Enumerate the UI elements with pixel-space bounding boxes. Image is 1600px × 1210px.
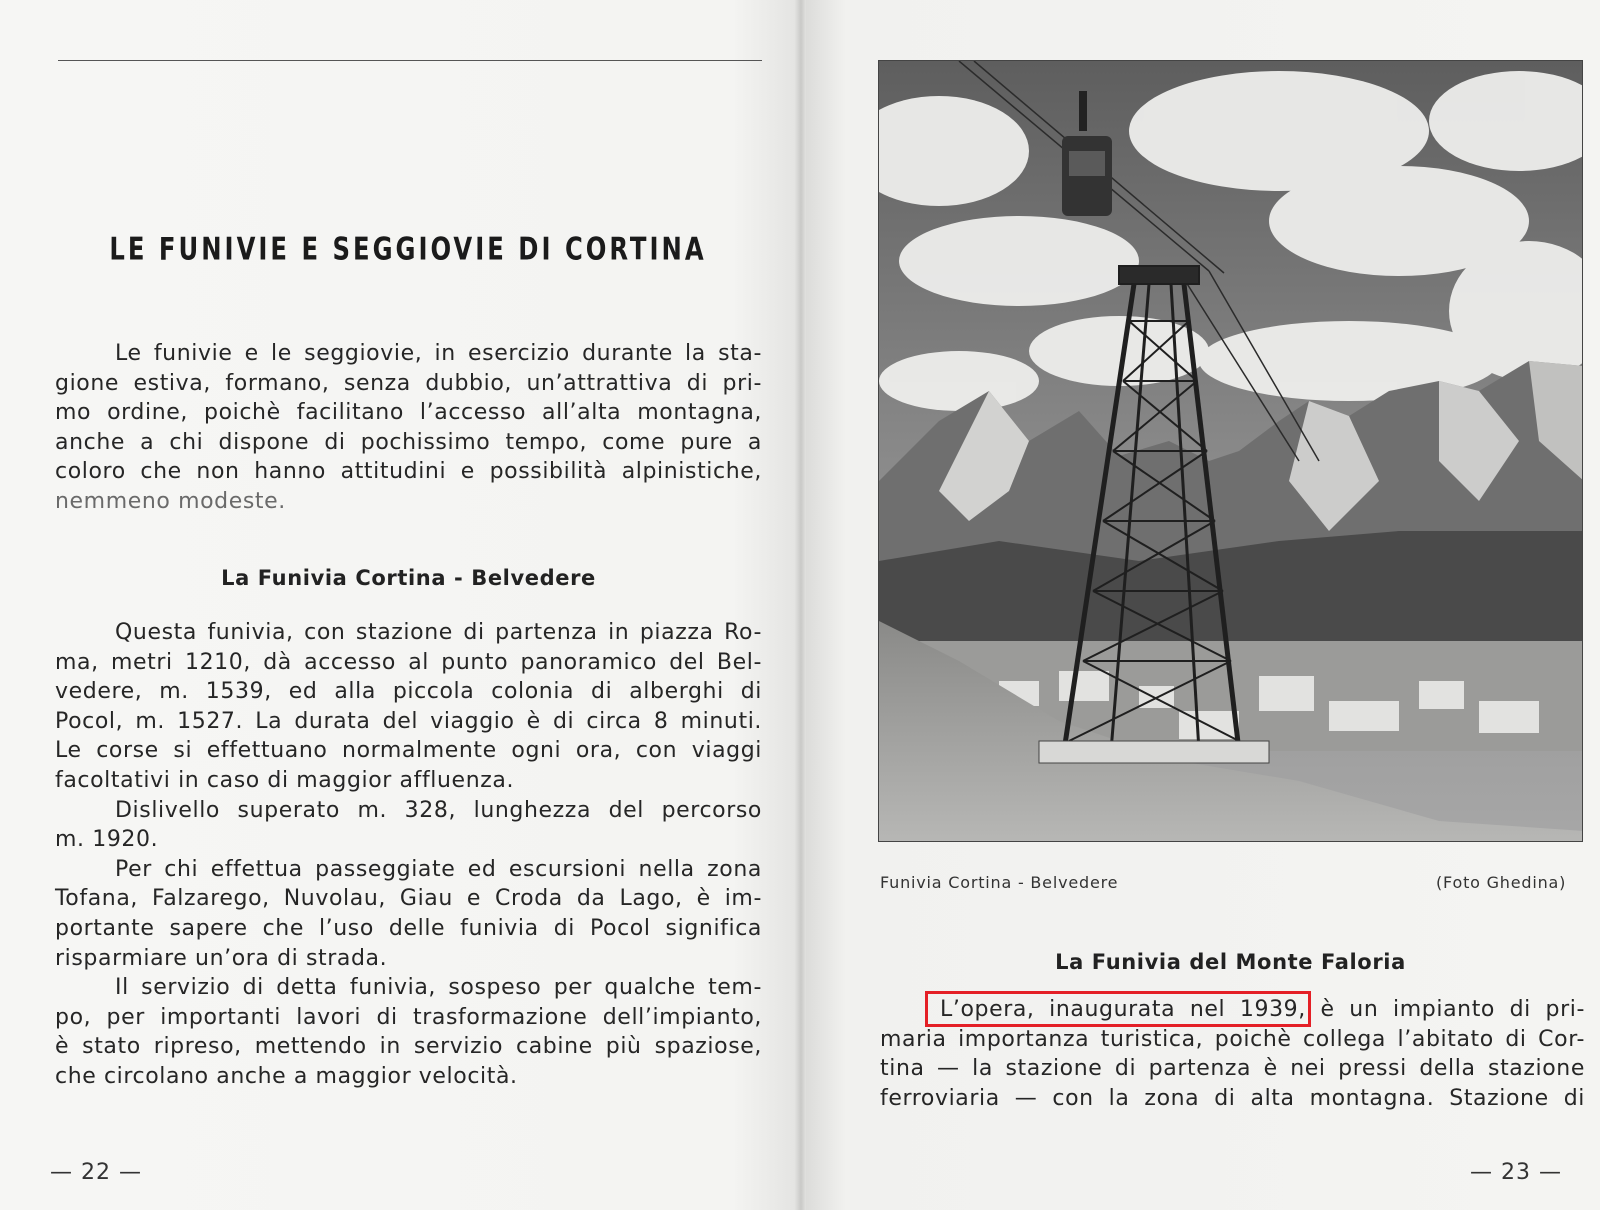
section-heading: La Funivia del Monte Faloria [1055, 950, 1406, 974]
text-line: vedere, m. 1539, ed alla piccola colonia di alberghi di [55, 679, 762, 705]
text-line-rest: è un impianto di pri- [1320, 997, 1586, 1022]
text-line: Pocol, m. 1527. La durata del viaggio è di circa 8 minuti. [55, 708, 762, 734]
intro-paragraph [55, 339, 762, 517]
cable-car-photo [878, 60, 1583, 842]
highlighted-text: L’opera, inaugurata nel 1939, [940, 997, 1306, 1022]
text-line: Per chi effettua passeggiate ed escursioni nella zona [115, 856, 762, 882]
cable-car-illustration [879, 61, 1583, 842]
text-line: portante sapere che l’uso delle funivia di Pocol significa [55, 915, 762, 941]
text-line: Il servizio di detta funivia, sospeso per qualche tem- [115, 975, 762, 1001]
text-line: coloro che non hanno attitudini e possibilità alpinistiche, [55, 459, 762, 485]
text-line: facoltativi in caso di maggior affluenza. [55, 767, 515, 793]
photo-caption: Funivia Cortina - Belvedere [880, 873, 1119, 892]
body-paragraph [55, 618, 762, 1092]
text-line: è stato ripreso, mettendo in servizio cabine più spaziose, [55, 1034, 762, 1060]
text-line: anche a chi dispone di pochissimo tempo, come pure a [55, 429, 762, 455]
text-line: gione estiva, formano, senza dubbio, un’attrattiva di pri- [55, 370, 762, 396]
page-number: — 22 — [50, 1160, 142, 1185]
text-line: mo ordine, poichè facilitano l’accesso all’alta montagna, [55, 400, 762, 426]
text-line: Le funivie e le seggiovie, in esercizio durante la sta- [115, 341, 762, 366]
photo-credit: (Foto Ghedina) [1436, 873, 1567, 892]
text-line: tina — la stazione di partenza è nei pressi della stazione [880, 1056, 1585, 1082]
text-line: Le corse si effettuano normalmente ogni ora, con viaggi [55, 738, 762, 764]
page-number: — 23 — [1470, 1160, 1562, 1185]
chapter-title: LE FUNIVIE E SEGGIOVIE DI CORTINA [109, 231, 707, 268]
text-line: ferroviaria — con la zona di alta montagna. Stazione di [880, 1085, 1585, 1111]
left-page [0, 0, 796, 1210]
text-line: Tofana, Falzarego, Nuvolau, Giau e Croda da Lago, è im- [55, 886, 762, 912]
text-line: risparmiare un’ora di strada. [55, 945, 388, 971]
red-highlight-box [925, 991, 1311, 1027]
text-line: Dislivello superato m. 328, lunghezza del percorso [115, 797, 762, 823]
text-line: che circolano anche a maggior velocità. [55, 1063, 518, 1089]
text-line: po, per importanti lavori di trasformazione dell’impianto, [55, 1004, 762, 1030]
top-rule [58, 60, 762, 61]
text-line: ma, metri 1210, dà accesso al punto panoramico del Bel- [55, 649, 762, 675]
text-line: nemmeno modeste. [55, 488, 286, 514]
section-heading: La Funivia Cortina - Belvedere [221, 566, 596, 590]
text-line: Questa funivia, con stazione di partenza in piazza Ro- [115, 620, 762, 645]
text-line: m. 1920. [55, 827, 159, 853]
pylon-base [1039, 741, 1269, 763]
text-line: maria importanza turistica, poichè collega l’abitato di Cor- [880, 1026, 1585, 1052]
